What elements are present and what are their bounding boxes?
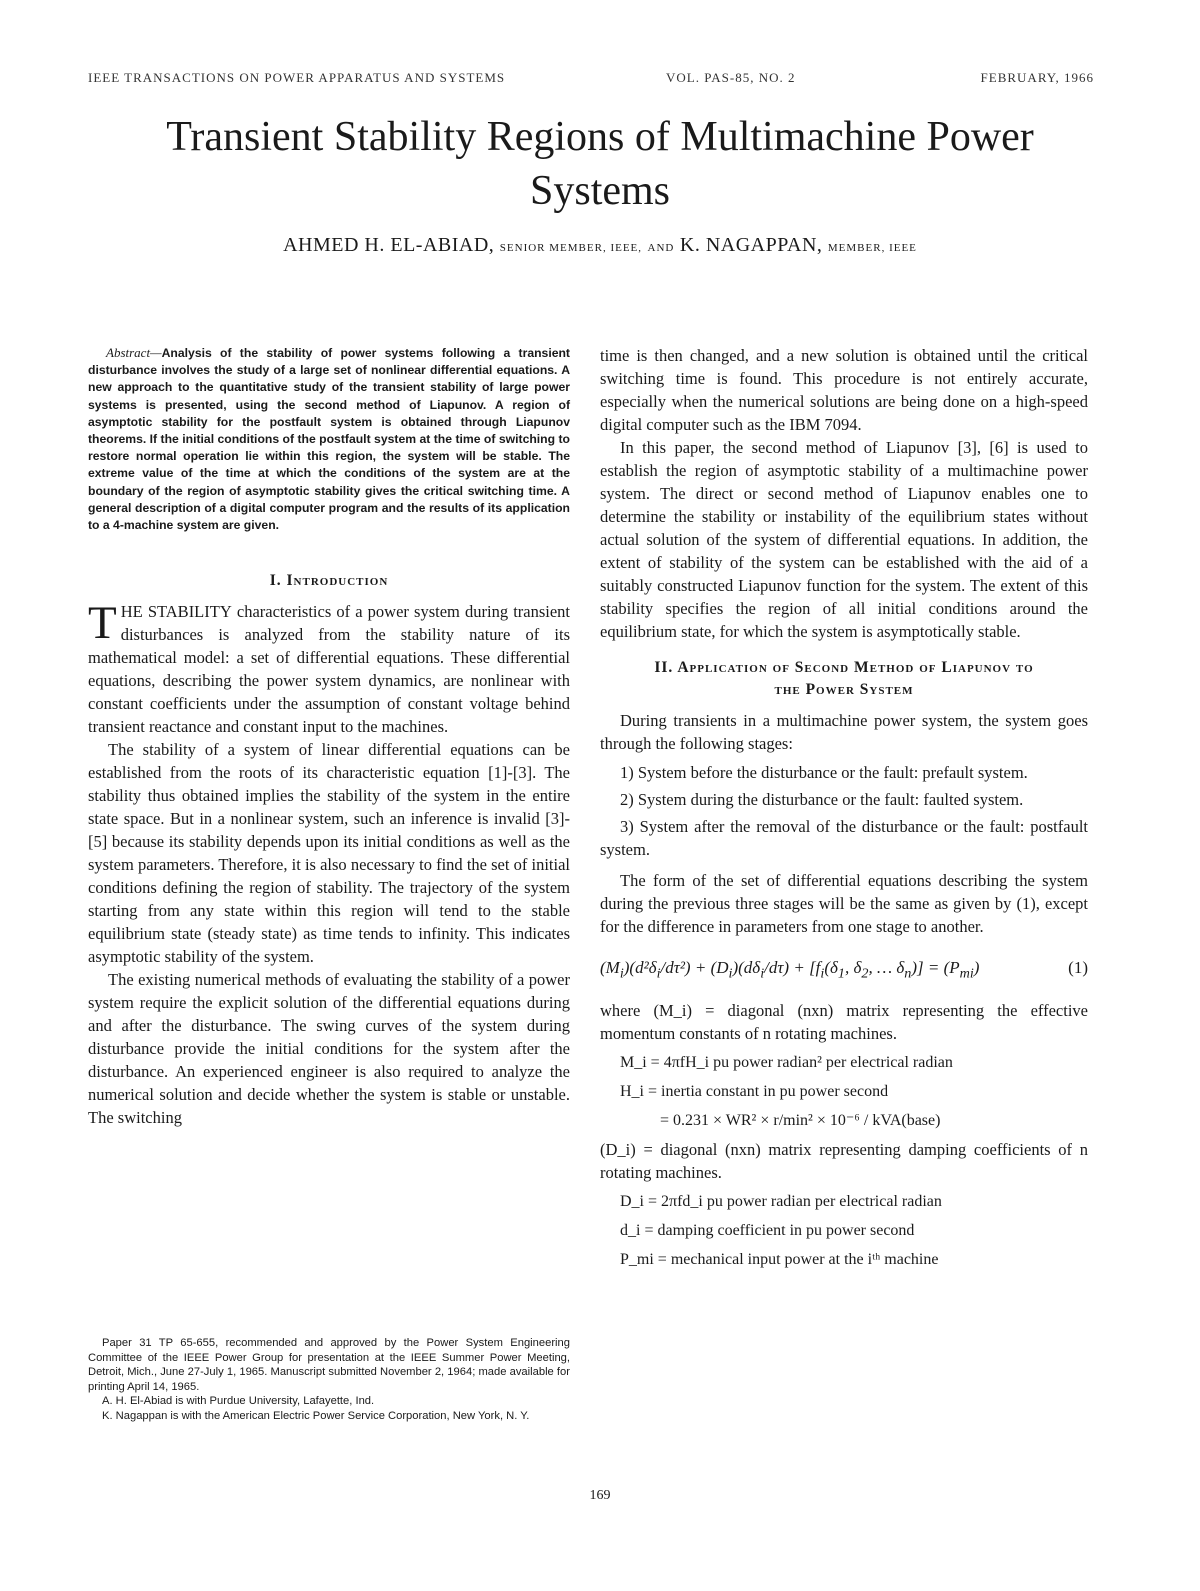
section-2-heading-line-2: the Power System [774,681,914,698]
intro-paragraph-1-text: characteristics of a power system during transient disturbances is analyzed from the stability nature of its mathematical model: a set of differential equations. These differential equations, describing the power system dynamics, are nonlinear with constant coefficients under the assumption of constant voltage behind transient reactance and constant input to the machines. [88,602,571,737]
drop-cap: T [88,597,117,650]
left-column [88,344,570,1129]
definition-M: M_i = 4πfH_i pu power radian² per electrical radian [620,1054,953,1072]
author-1-affiliation: SENIOR MEMBER, IEEE, [499,242,643,254]
stage-item: 1) System before the disturbance or the fault: prefault system. [620,763,1028,782]
paper-title: Transient Stability Regions of Multimachine Power Systems [166,114,1034,214]
abstract [88,344,570,534]
footnote-author-1: A. H. El-Abiad is with Purdue University, Lafayette, Ind. [102,1395,375,1407]
equation-1: $(M_i)(d^2\delta_i/d\tau^2) + (D_i)(d\delta_i/d\tau) + [f_i(\delta_1$, $\delta_2$, … $\delta_n)] = (P_{mi})$ (1) [600,958,1088,982]
author-1-name: AHMED H. EL-ABIAD, [283,234,495,256]
section-2-heading [600,657,1088,701]
stages-list [600,761,1088,861]
definition-H-formula: = 0.231 × WR² × r/min² × 10⁻⁶ / kVA(base) [660,1112,941,1130]
issue-date: FEBRUARY, 1966 [980,70,1094,85]
section-2-paragraph-2: The form of the set of differential equations describing the system during the previous three stages will be the same as given by (1), except for the difference in parameters from one stage to another. [600,871,1088,936]
definition-H: H_i = inertia constant in pu power second [620,1083,889,1101]
definition-P: P_mi = mechanical input power at the iᵗʰ machine [620,1251,939,1269]
intro-paragraph-3: The existing numerical methods of evaluating the stability of a power system require the explicit solution of the differential equations during and after the disturbance. The swing curves of the system during disturbance provide the initial conditions for the system after the disturbance. An experienced engineer is also required to analyze the numerical solution and decide whether the system is stable or unstable. The switching [88,970,570,1128]
journal-name: IEEE TRANSACTIONS ON POWER APPARATUS AND SYSTEMS [88,70,506,85]
author-2-name: K. NAGAPPAN, [679,234,823,256]
author-line [100,234,1100,257]
H-denominator: kVA(base) [872,1112,941,1130]
page-number: 169 [589,1488,611,1503]
stage-item: 2) System during the disturbance or the fault: faulted system. [620,790,1024,809]
intro-paragraph-4: In this paper, the second method of Liapunov [3], [6] is used to establish the region of asymptotic stability of a multimachine power system. The direct or second method of Liapunov enables one to determine the stability or instability of the equilibrium states without actual solution of the system of differential equations. In addition, the extent of stability of the system can be established with the aid of a suitably constructed Liapunov function for the system. The extent of this stability specifies the region of all initial conditions around the equilibrium state, for which the system is asymptotically stable. [600,438,1088,641]
section-1-heading: I. Introduction [269,572,389,590]
damping-matrix-clause: (D_i) = diagonal (nxn) matrix representing damping coefficients of n rotating machines. [600,1140,1088,1183]
section-2-heading-line-1: II. Application of Second Method of Liapunov to [654,659,1034,676]
author-2-affiliation: MEMBER, IEEE [827,242,917,254]
intro-first-words: HE STABILITY [120,602,232,622]
H-numerator: 0.231 × WR² × r/min² × 10⁻⁶ [673,1112,860,1130]
equation-1-number: (1) [1068,958,1088,977]
stage-item: 3) System after the removal of the disturbance or the fault: postfault system. [600,817,1088,859]
intro-paragraph-2: The stability of a system of linear differential equations can be established from the roots of its characteristic equation [1]-[3]. The stability thus obtained implies the stability of the system in the entire state space. But in a nonlinear system, such an inference is invalid [3]-[5] because its stability depends upon its initial conditions as well as the system parameters. Therefore, it is also necessary to find the set of initial conditions defining the region of stability. The trajectory of the system starting from any state within this region will tend to the stable equilibrium state (steady state) as time tends to infinity. This indicates asymptotic stability of the system. [88,740,570,967]
section-2-paragraph-1: During transients in a multimachine power system, the system goes through the following stages: [600,711,1088,753]
abstract-label: Abstract— [106,345,162,360]
author-and: AND [647,242,675,254]
intro-paragraph-3-continued: time is then changed, and a new solution is obtained until the critical switching time is found. This procedure is not entirely accurate, especially when the numerical solutions are being done on a high-speed digital computer such as the IBM 7094. [600,346,1088,434]
definition-D: D_i = 2πfd_i pu power radian per electrical radian [620,1193,942,1211]
right-column [600,344,1088,1275]
where-clause: where (M_i) = diagonal (nxn) matrix representing the effective momentum constants of n rotating machines. [600,1001,1088,1044]
footnotes [88,1336,570,1423]
intro-paragraph-1 [88,597,571,738]
abstract-text: Analysis of the stability of power systems following a transient disturbance involves the study of a large set of nonlinear differential equations. A new approach to the quantitative study of the transient stability of large power systems is presented, using the second method of Liapunov. A region of asymptotic stability for the postfault system is obtained through Liapunov theorems. If the initial conditions of the postfault system at the time of switching to restore normal operation lie within this region, the system will be stable. The extreme value of the time at which the conditions of the system are at the boundary of the region of asymptotic stability gives the critical switching time. A general description of a digital computer program and the results of its application to a 4-machine system are given. [88,346,570,533]
footnote-author-2: K. Nagappan is with the American Electric Power Service Corporation, New York, N. Y. [102,1409,530,1422]
volume-number: VOL. PAS-85, NO. 2 [666,70,796,85]
definition-d: d_i = damping coefficient in pu power second [620,1222,915,1240]
footnote-paper-info: Paper 31 TP 65-655, recommended and approved by the Power System Engineering Committee of the IEEE Power Group for presentation at the IEEE Summer Power Meeting, Detroit, Mich., June 27-July 1, 1965. Manuscript submitted November 2, 1964; made available for printing April 14, 1965. [88,1337,570,1393]
